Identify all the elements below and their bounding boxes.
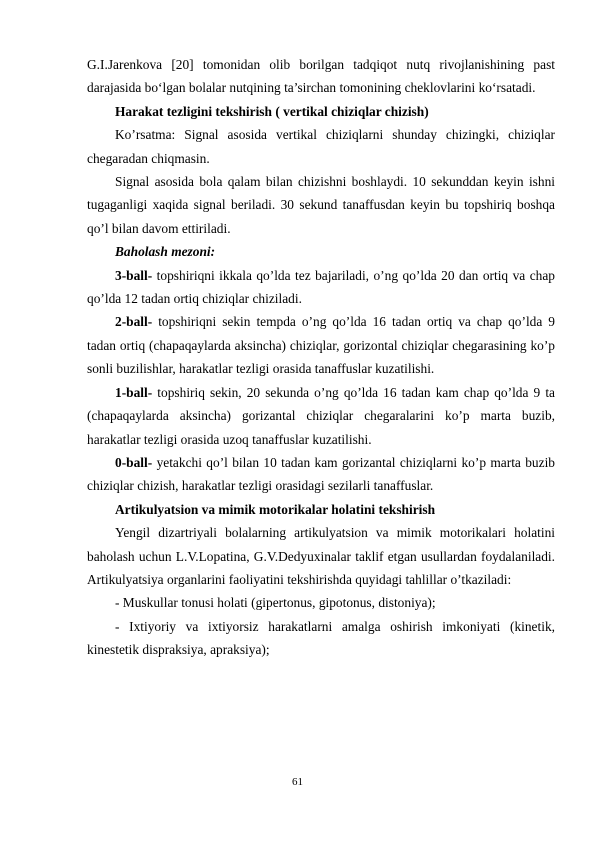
instruction-paragraph: Ko’rsatma: Signal asosida vertikal chiziqlarni shunday chizingki, chiziqlar chegaradan chiqmasin. xyxy=(87,127,555,166)
section-heading-tempo: Harakat tezligini tekshirish ( vertikal chiziqlar chizish) xyxy=(115,103,429,119)
score-1-paragraph xyxy=(87,381,555,451)
score-0-label: 0-ball- xyxy=(115,454,153,470)
document-page xyxy=(87,53,555,662)
score-2-paragraph xyxy=(87,310,555,380)
list-item: - Muskullar tonusi holati (gipertonus, gipotonus, distoniya); xyxy=(115,595,436,611)
score-0-text: yetakchi qo’l bilan 10 tadan kam gorizantal chiziqlarni ko’p marta buzib chiziqlar chizish, harakatlar tezligi orasidagi sezilarli tanaffuslar. xyxy=(87,454,555,494)
score-2-text: topshiriqni sekin tempda o’ng qo’lda 16 tadan ortiq va chap qo’lda 9 tadan ortiq (chapaqaylarda aksincha) chiziqlar, gorizontal chiziqlar chegarasining ko’p sonli buzilishlar, harakatlar tezligi orasida tanaffuslar kuzatilishi. xyxy=(87,314,555,377)
page-number: 61 xyxy=(292,776,303,788)
section-heading-articulation: Artikulyatsion va mimik motorikalar holatini tekshirish xyxy=(115,501,436,517)
list-item: - Ixtiyoriy va ixtiyorsiz harakatlarni amalga oshirish imkoniyati (kinetik, kinestetik dispraksiya, apraksiya); xyxy=(87,618,555,658)
score-2-label: 2-ball- xyxy=(115,314,153,330)
score-1-label: 1-ball- xyxy=(115,384,153,400)
score-3-text: topshiriqni ikkala qo’lda tez bajariladi, o’ng qo’lda 20 dan ortiq va chap qo’lda 12 tadan ortiq chiziqlar chiziladi. xyxy=(87,267,555,307)
intro-paragraph: G.I.Jarenkova [20] tomonidan olib borilgan tadqiqot nutq rivojlanishining past darajasida bo‘lgan bolalar nutqining ta’sirchan tomonining cheklovlarini ko‘rsatadi. xyxy=(87,57,555,96)
articulation-paragraph: Yengil dizartriyali bolalarning artikulyatsion va mimik motorikalari holatini baholash uchun L.V.Lopatina, G.V.Dedyuxinalar taklif etgan usullardan foydalaniladi. Artikulyatsiya organlarini faoliyatini tekshirishda quyidagi tahlillar o’tkaziladi: xyxy=(87,525,555,587)
procedure-paragraph: Signal asosida bola qalam bilan chizishni boshlaydi. 10 sekunddan keyin ishni tugaganligi xaqida signal beriladi. 30 sekund tanaffusdan keyin bu topshiriq boshqa qo’l bilan davom ettiriladi. xyxy=(87,174,555,236)
criteria-heading: Baholash mezoni: xyxy=(115,244,216,260)
score-3-label: 3-ball- xyxy=(115,267,153,283)
score-3-paragraph xyxy=(87,264,555,311)
score-1-text: topshiriq sekin, 20 sekunda o’ng qo’lda 16 tadan kam chap qo’lda 9 ta (chapaqaylarda aksincha) gorizantal chiziqlar chegaralarini ko’p marta buzib, harakatlar tezligi orasida uzoq tanaffuslar kuzatilishi. xyxy=(87,384,555,447)
score-0-paragraph xyxy=(87,451,555,498)
